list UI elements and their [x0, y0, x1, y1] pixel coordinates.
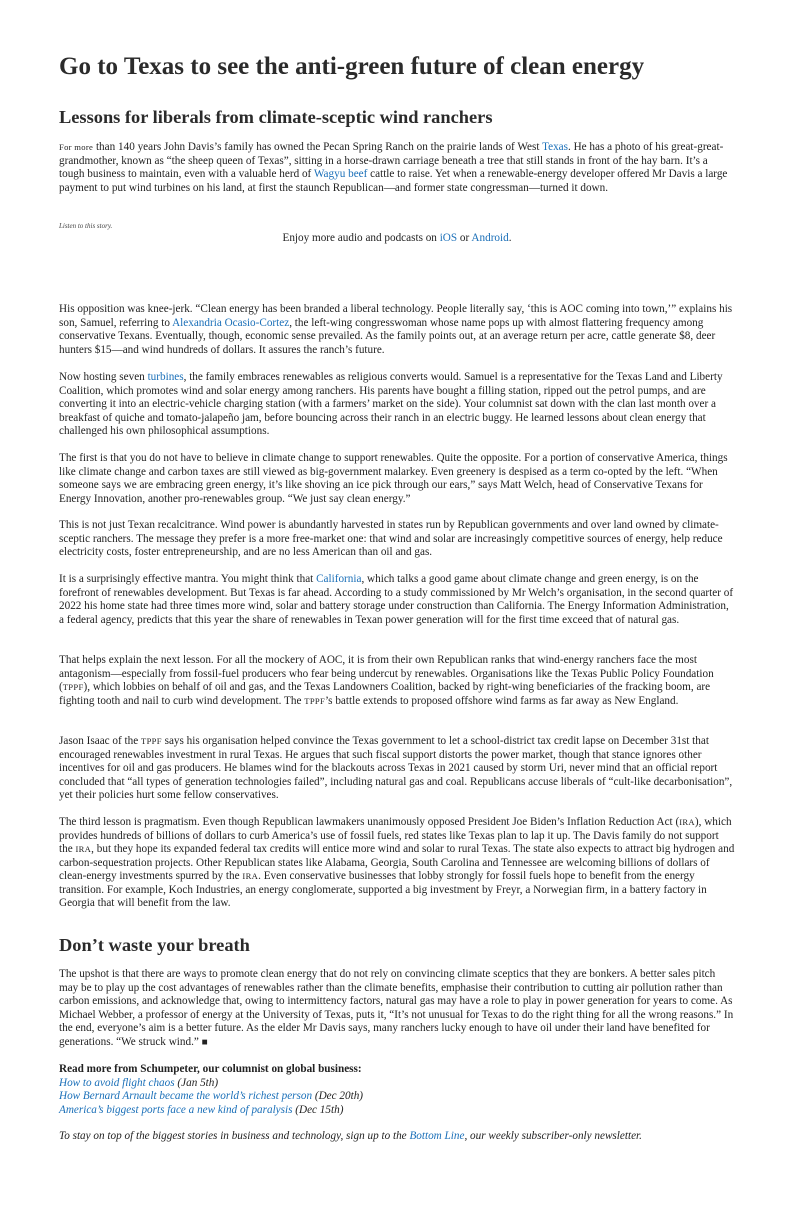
read-more-link-ports[interactable]: America’s biggest ports face a new kind of paralysis — [59, 1103, 293, 1116]
paragraph-7: That helps explain the next lesson. For all the mockery of AOC, it is from their own Republican ranks that wind-energy ranchers face the most antagonism—especially from fossil-fuel producers who fear being undercut by renewables. Organisations like the Texas Public Policy Foundation (TPPF), which lobbies on behalf of oil and gas, and the Texas Landowners Coalition, backed by right-wing beneficiaries of the fracking boom, are fighting tooth and nail to curb wind development. The TPPF’s battle extends to proposed offshore wind farms as far away as New England. — [59, 654, 714, 707]
paragraph-2: His opposition was knee-jerk. “Clean energy has been branded a liberal technology. People literally say, ‘this is AOC coming into town,’” explains his son, Samuel, referring to Alexandria Ocasio-Cortez, the left-wing congresswoman whose name pops up with almost flattering frequency among conservative Texans. Eventually, though, economic sense prevailed. As the family points out, at an average return per acre, cattle generate $8, deer hunters $15—and wind hundreds of dollars. It assures the ranch’s future. — [59, 303, 733, 356]
read-more-link-flight-chaos[interactable]: How to avoid flight chaos — [59, 1076, 175, 1089]
paragraph-4: The first is that you do not have to believe in climate change to support renewables. Quite the opposite. For a portion of conservative America, things like climate change and carbon taxes are still viewed as big-government malarkey. Even greenery is despised as a term co-opted by the left. “When someone says we are embracing green energy, it’s like shoving an ice pick through our ears,” says Matt Welch, head of Conservative Texans for Energy Innovation, another pro-renewables group. “We just say clean energy.” — [59, 452, 728, 505]
read-more-heading: Read more from Schumpeter, our columnist on global business: — [59, 1063, 362, 1075]
texas-link[interactable]: Texas — [542, 141, 568, 153]
paragraph-3: Now hosting seven turbines, the family embraces renewables as religious converts would. Samuel is a representative for the Texas Land and Liberty Coalition, which promotes wind and solar energy among ranchers. His parents have bought a filling station, ripped out the petrol pumps, and are converting it into an electric-vehicle charging station (with a farmers’ market on the side). Your columnist sat down with the clan last month over a breakfast of quiche and tomato-jalapeño jam, before bouncing across their ranch in an electric buggy. He learned lessons about clean energy that challenged his own philosophical assumptions. — [59, 371, 723, 437]
paragraph-5: This is not just Texan recalcitrance. Wind power is abundantly harvested in states run by Republican governments and over land owned by climate-sceptic ranchers. The message they prefer is a more free-market one: that wind and solar are increasingly competitive sources of energy, help reduce electricity costs, foster entrepreneurship, and are no less American than oil and gas. — [59, 519, 723, 558]
android-link[interactable]: Android — [471, 232, 509, 244]
article-subtitle: Lessons for liberals from climate-sceptic wind ranchers — [59, 107, 493, 127]
read-more-item: How Bernard Arnault became the world’s richest person (Dec 20th) — [59, 1090, 364, 1102]
listen-label: Listen to this story. — [59, 222, 113, 230]
paragraph-10: The upshot is that there are ways to promote clean energy that do not rely on convincing climate sceptics that they are bonkers. A better sales pitch may be to play up the cost advantages of renewables rather than the climate benefits, emphasise their contribution to cutting air pollution rather than carbon emissions, and acknowledge that, owing to intermittency factors, natural gas may have a role to play in power generation for years to come. As Michael Webber, a professor of energy at the University of Texas, puts it, “It’s not unusual for Texas to do the right thing for all the wrong reasons.” In the end, everyone’s aim is a better future. As the elder Mr Davis says, many ranchers lucky enough to have oil under their land have benefited for generations. “We struck wind.” ■ — [59, 968, 734, 1048]
intro-paragraph: For more than 140 years John Davis’s family has owned the Pecan Spring Ranch on the prairie lands of West Texas. He has a photo of his great-great-grandmother, known as “the sheep queen of Texas”, sitting in a horse-drawn carriage beneath a tree that still stands in front of the hay barn. It’s a tough business to maintain, even with a valuable herd of Wagyu beef cattle to raise. Yet when a renewable-energy developer offered Mr Davis a large payment to put wind turbines on his land, at first the staunch Republican—and former state congressman—turned it down. — [59, 141, 728, 194]
lead-in: For more — [59, 142, 94, 152]
aoc-link[interactable]: Alexandria Ocasio-Cortez — [172, 316, 290, 329]
read-more-link-arnault[interactable]: How Bernard Arnault became the world’s richest person — [59, 1090, 313, 1102]
audio-promo: Enjoy more audio and podcasts on iOS or Android. — [282, 232, 512, 244]
newsletter-promo: To stay on top of the biggest stories in business and technology, sign up to the Bottom Line, our weekly subscriber-only newsletter. — [59, 1130, 642, 1142]
section-heading: Don’t waste your breath — [59, 935, 250, 955]
paragraph-8: Jason Isaac of the TPPF says his organisation helped convince the Texas government to let a school-district tax credit lapse on December 31st that encouraged renewables investment in rural Texas. He argues that such fiscal support distorts the power market, though that stance ignores other incentives for oil and gas producers. He blames wind for the blackouts across Texas in 2021 caused by storm Uri, never mind that an official report concluded that “all types of generation technologies failed”, including natural gas and coal. Republicans accuse liberals of “cult-like decarbonisation”, yet their policies hurt some fellow conservatives. — [59, 735, 733, 801]
wagyu-beef-link[interactable]: Wagyu beef — [313, 168, 368, 180]
read-more-item: America’s biggest ports face a new kind of paralysis (Dec 15th) — [59, 1103, 344, 1116]
ios-link[interactable]: iOS — [439, 232, 458, 244]
bottom-line-link[interactable]: Bottom Line — [409, 1130, 465, 1142]
article-title: Go to Texas to see the anti-green future of clean energy — [59, 53, 645, 80]
read-more-block — [59, 1063, 735, 1117]
turbines-link[interactable]: turbines — [147, 371, 184, 383]
read-more-item: How to avoid flight chaos (Jan 5th) — [59, 1076, 219, 1089]
end-mark-icon: ■ — [201, 1036, 208, 1048]
paragraph-6: It is a surprisingly effective mantra. You might think that California, which talks a good game about climate change and green energy, is on the forefront of renewables development. But Texas is far ahead. According to a study commissioned by Mr Welch’s organisation, in the second quarter of 2022 his home state had three times more wind, solar and battery storage under construction than California. The Energy Information Administration, a federal agency, predicts that this year the share of renewables in Texan power generation will for the first time exceed that of natural gas. — [59, 573, 734, 626]
paragraph-9: The third lesson is pragmatism. Even though Republican lawmakers unanimously opposed President Joe Biden’s Inflation Reduction Act (IRA), which provides hundreds of billions of dollars to curb America’s use of fossil fuels, red states like Texas plan to lap it up. The Davis family do not support the IRA, but they hope its expanded federal tax credits will entice more wind and solar to rural Texas. The state also expects to attract big hydrogen and carbon-sequestration projects. Other Republican states like Alabama, Georgia, South Carolina and Tennessee are welcoming billions of dollars of clean-energy investments spurred by the IRA. Even conservative businesses that lobby strongly for fossil fuels hope to benefit from the energy transition. For example, Koch Industries, an energy conglomerate, supported a big investment by Freyr, a Norwegian firm, in a battery factory in Georgia that will benefit from the law. — [59, 816, 735, 909]
california-link[interactable]: California — [316, 573, 362, 585]
